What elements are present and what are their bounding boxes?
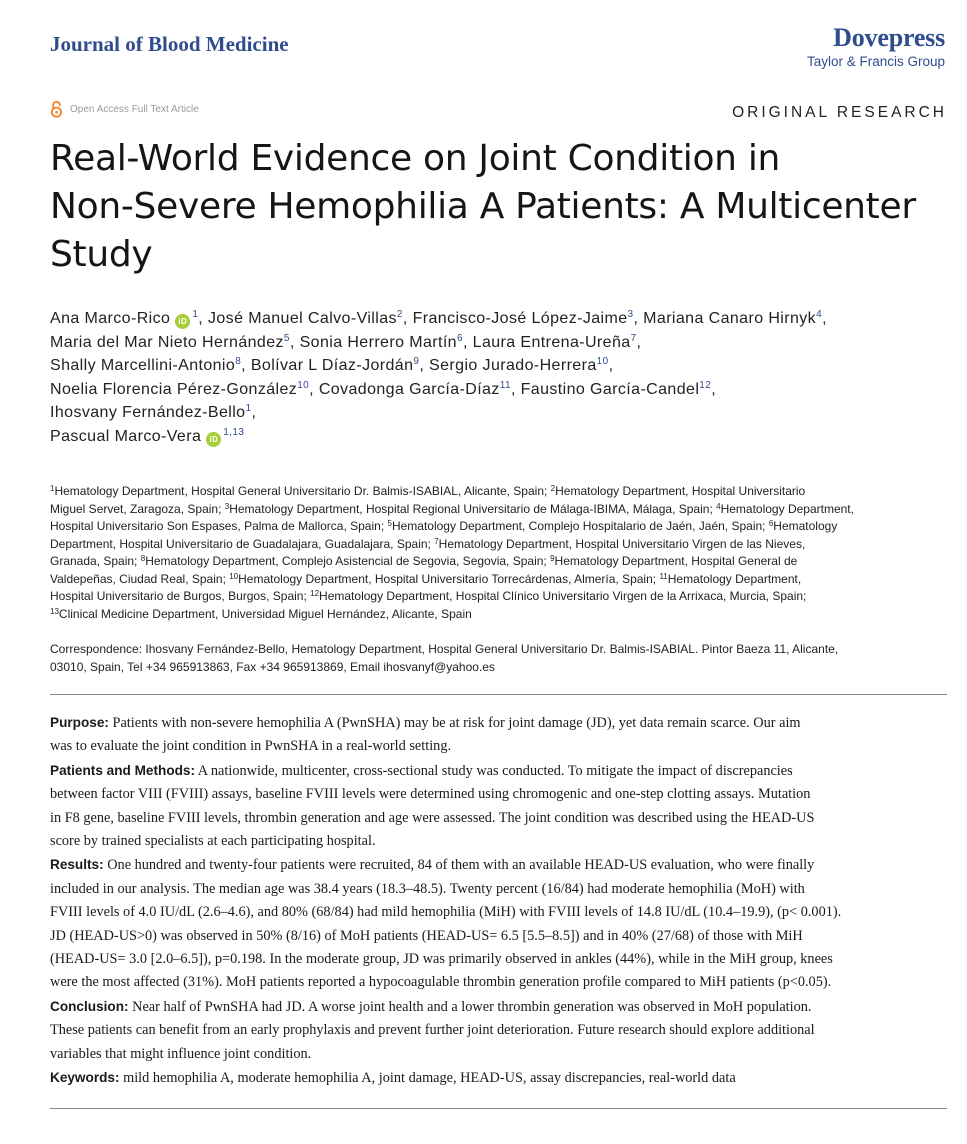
author-line [50, 378, 955, 402]
affiliation-text: Hematology Department, Hospital General Universitario Dr. Balmis-ISABIAL, Alicante, Spain; [54, 484, 551, 498]
affiliation-number: 3 [224, 501, 230, 511]
separator: , [251, 404, 257, 421]
affiliation-text: Hospital Universitario Son Espases, Palma de Mallorca, Spain; [50, 519, 388, 533]
abstract-line [50, 759, 947, 783]
author-list [50, 307, 955, 448]
methods-label: Patients and Methods: [50, 762, 196, 778]
publisher-group: Taylor & Francis Group [806, 54, 945, 69]
correspondence-line[interactable]: 03010, Spain, Tel +34 965913863, Fax +34 965913869, Email ihosvanyf@yahoo.es [50, 660, 495, 674]
affiliation-line [50, 571, 955, 589]
orcid-icon[interactable]: iD [175, 314, 190, 329]
author-name[interactable]: , José Manuel Calvo-Villas [198, 310, 397, 327]
title-line: Study [50, 234, 153, 275]
abstract-line [50, 1066, 947, 1090]
affiliation-ref[interactable]: 9 [413, 356, 420, 367]
separator: , [608, 357, 614, 374]
affiliation-text: Hematology Department, Hospital General de [554, 554, 798, 568]
author-name[interactable]: , Laura Entrena-Ureña [462, 333, 631, 351]
title-line: Non-Severe Hemophilia A Patients: A Multicenter [50, 186, 916, 227]
affiliation-number: 5 [387, 519, 392, 528]
title-line: Real-World Evidence on Joint Condition in [50, 138, 781, 179]
abstract-line [50, 711, 947, 735]
affiliation-number: 2 [550, 484, 556, 493]
abstract-line: in F8 gene, baseline FVIII levels, thrombin generation and age were assessed. The joint condition was described using the HEAD-US [50, 809, 815, 826]
correspondence-line: Correspondence: Ihosvany Fernández-Bello, Hematology Department, Hospital General Universitario Dr. Balmis-ISABIAL. Pintor Baeza 11, Alicante, [50, 642, 839, 656]
affiliation-text: Hospital Universitario de Burgos, Burgos, Spain; [50, 589, 311, 603]
affiliation-number: 6 [768, 519, 774, 528]
article-type: ORIGINAL RESEARCH [732, 104, 947, 121]
author-name[interactable]: , Sonia Herrero Martín [289, 333, 457, 351]
affiliation-ref[interactable]: 12 [699, 379, 712, 391]
author-name[interactable]: Maria del Mar Nieto Hernández [50, 333, 284, 351]
affiliation-ref[interactable]: 10 [596, 356, 609, 367]
author-line [50, 401, 955, 425]
results-text: One hundred and twenty-four patients were recruited, 84 of them with an available HEAD-US evaluation, who were finally [103, 857, 815, 874]
author-name[interactable]: , Sergio Jurado-Herrera [419, 357, 597, 374]
author-name[interactable]: Shally Marcellini-Antonio [50, 357, 236, 374]
abstract-line: between factor VIII (FVIII) assays, baseline FVIII levels were determined using chromogenic and one-step clotting assays. Mutation [50, 786, 811, 803]
affiliation-number: 9 [550, 554, 555, 563]
affiliation-text: Department, Hospital Universitario de Guadalajara, Guadalajara, Spain; [50, 536, 435, 551]
affiliation-ref[interactable]: 5 [283, 332, 290, 344]
affiliation-ref[interactable]: 1 [245, 403, 252, 414]
affiliation-ref[interactable]: 3 [627, 309, 634, 320]
affiliation-number: 8 [140, 554, 146, 563]
abstract-line: JD (HEAD-US>0) was observed in 50% (8/16) of MoH patients (HEAD-US= 6.5 [5.5–8.5]) and in 40% (27/68) of those with MiH [50, 927, 803, 944]
abstract-line: variables that might influence joint condition. [50, 1045, 312, 1062]
affiliation-line [50, 483, 955, 501]
affiliation-number: 12 [310, 589, 320, 598]
affiliation-ref[interactable]: 4 [816, 309, 823, 320]
publisher-name: Dovepress [833, 23, 945, 52]
affiliation-ref[interactable]: 6 [456, 332, 463, 344]
affiliation-line [50, 536, 955, 554]
conclusion-label: Conclusion: [50, 998, 129, 1014]
author-name[interactable]: , Mariana Canaro Hirnyk [633, 310, 817, 327]
author-line [50, 331, 955, 355]
affiliation-line [50, 501, 955, 519]
affiliation-number: 10 [229, 571, 239, 581]
purpose-text: Patients with non-severe hemophilia A (PwnSHA) may be at risk for joint damage (JD), yet data remain scarce. Our aim [108, 715, 801, 731]
affiliation-text: Hematology Department, Hospital Regional Universitario de Málaga-IBIMA, Málaga, Spain; [229, 501, 717, 516]
conclusion-text: Near half of PwnSHA had JD. A worse joint health and a lower thrombin generation was observed in MoH population. [128, 998, 812, 1015]
abstract-line: was to evaluate the joint condition in PwnSHA in a real-world setting. [50, 738, 452, 755]
purpose-label: Purpose: [50, 715, 109, 730]
author-line [50, 354, 955, 378]
abstract-line: included in our analysis. The median age was 38.4 years (18.3–48.5). Twenty percent (16/84) had moderate hemophilia (MoH) with [50, 880, 805, 897]
affiliation-ref[interactable]: 10 [297, 379, 310, 391]
methods-text: A nationwide, multicenter, cross-sectional study was conducted. To mitigate the impact of discrepancies [195, 762, 793, 779]
affiliation-line [50, 606, 955, 624]
divider [50, 1108, 947, 1109]
affiliation-ref[interactable]: 7 [630, 332, 637, 344]
publisher-logo[interactable] [807, 24, 945, 70]
affiliation-text: Granada, Spain; [50, 554, 141, 568]
abstract-line: score by trained specialists at each participating hospital. [50, 833, 376, 850]
author-name[interactable]: Ihosvany Fernández-Bello [50, 404, 246, 421]
results-label: Results: [50, 857, 104, 873]
author-name[interactable]: Noelia Florencia Pérez-González [50, 380, 298, 398]
affiliation-text: Hematology Department, Complejo Asistencial de Segovia, Segovia, Spain; [145, 554, 551, 568]
affiliation-text: Hematology Department, Hospital Universitario Virgen de las Nieves, [438, 536, 806, 551]
abstract-line [50, 853, 947, 877]
keywords-label: Keywords: [50, 1070, 120, 1086]
abstract-line [50, 995, 947, 1019]
author-line [50, 307, 955, 331]
affiliation-number: 13 [50, 606, 59, 616]
abstract [50, 711, 947, 1091]
affiliation-ref[interactable]: 1,13 [223, 426, 245, 438]
open-access-lock-icon [50, 100, 63, 118]
orcid-icon[interactable]: iD [206, 432, 221, 447]
abstract-line: These patients can benefit from an early prophylaxis and prevent further joint deterioration. Future research should explore additional [50, 1022, 815, 1039]
affiliation-text: Hematology Department, [720, 501, 854, 516]
author-name[interactable]: Pascual Marco-Vera [50, 427, 202, 445]
affiliation-number: 7 [434, 536, 439, 546]
affiliation-text: Clinical Medicine Department, Universidad Miguel Hernández, Alicante, Spain [58, 606, 472, 621]
affiliation-text: Hematology Department, Complejo Hospitalario de Jaén, Jaén, Spain; [391, 519, 769, 533]
affiliation-text: Hematology Department, [667, 571, 802, 586]
author-name[interactable]: , Francisco-José López-Jaime [402, 310, 628, 327]
article-title [50, 135, 955, 279]
journal-name[interactable]: Journal of Blood Medicine [50, 32, 289, 56]
affiliation-ref[interactable]: 11 [499, 379, 511, 391]
keywords-text: mild hemophilia A, moderate hemophilia A, joint damage, HEAD-US, assay discrepancies, real-world data [119, 1070, 736, 1087]
affiliation-number: 1 [50, 484, 55, 493]
affiliation-ref[interactable]: 8 [235, 356, 242, 367]
affiliation-text: Hematology Department, Hospital Universitario Torrecárdenas, Almería, Spain; [238, 571, 660, 586]
affiliation-text: Hematology Department, Hospital Universitario [555, 484, 806, 498]
open-access-label: Open Access Full Text Article [70, 103, 199, 115]
affiliation-line [50, 553, 955, 571]
affiliation-text: Hematology Department, Hospital Clínico Universitario Virgen de la Arrixaca, Murcia, Spain; [319, 589, 807, 603]
affiliation-line [50, 518, 955, 536]
author-name[interactable]: Ana Marco-Rico [50, 310, 171, 327]
author-name[interactable]: , Bolívar L Díaz-Jordán [241, 357, 414, 374]
abstract-line: (HEAD-US= 3.0 [2.0–6.5]), p=0.198. In the moderate group, JD was primarily observed in ankles (44%), while in the MiH group, knees [50, 951, 833, 968]
affiliation-number: 11 [659, 571, 668, 581]
open-access-badge [50, 100, 199, 118]
affiliation-ref[interactable]: 1 [192, 309, 199, 320]
divider [50, 694, 947, 695]
author-line [50, 425, 955, 449]
separator: , [711, 380, 717, 398]
separator: , [822, 310, 827, 327]
affiliation-text: Miguel Servet, Zaragoza, Spain; [50, 501, 225, 516]
affiliation-number: 4 [716, 501, 721, 511]
affiliations [50, 483, 955, 623]
correspondence [50, 640, 955, 676]
abstract-line: FVIII levels of 4.0 IU/dL (2.6–4.6), and 80% (68/84) had mild hemophilia (MiH) with FVIII levels of 14.8 IU/dL (10.4–19.9), (p< 0.001). [50, 904, 842, 921]
author-name[interactable]: , Faustino García-Candel [510, 380, 700, 398]
separator: , [636, 333, 642, 351]
affiliation-text: Hematology [773, 519, 838, 533]
author-name[interactable]: , Covadonga García-Díaz [309, 380, 500, 398]
affiliation-text: Valdepeñas, Ciudad Real, Spain; [50, 571, 230, 586]
affiliation-ref[interactable]: 2 [396, 309, 403, 320]
abstract-line: were the most affected (31%). MoH patients reported a hypocoagulable thrombin generation profile compared to MiH patients (p<0.05). [50, 974, 832, 991]
affiliation-line [50, 588, 955, 606]
